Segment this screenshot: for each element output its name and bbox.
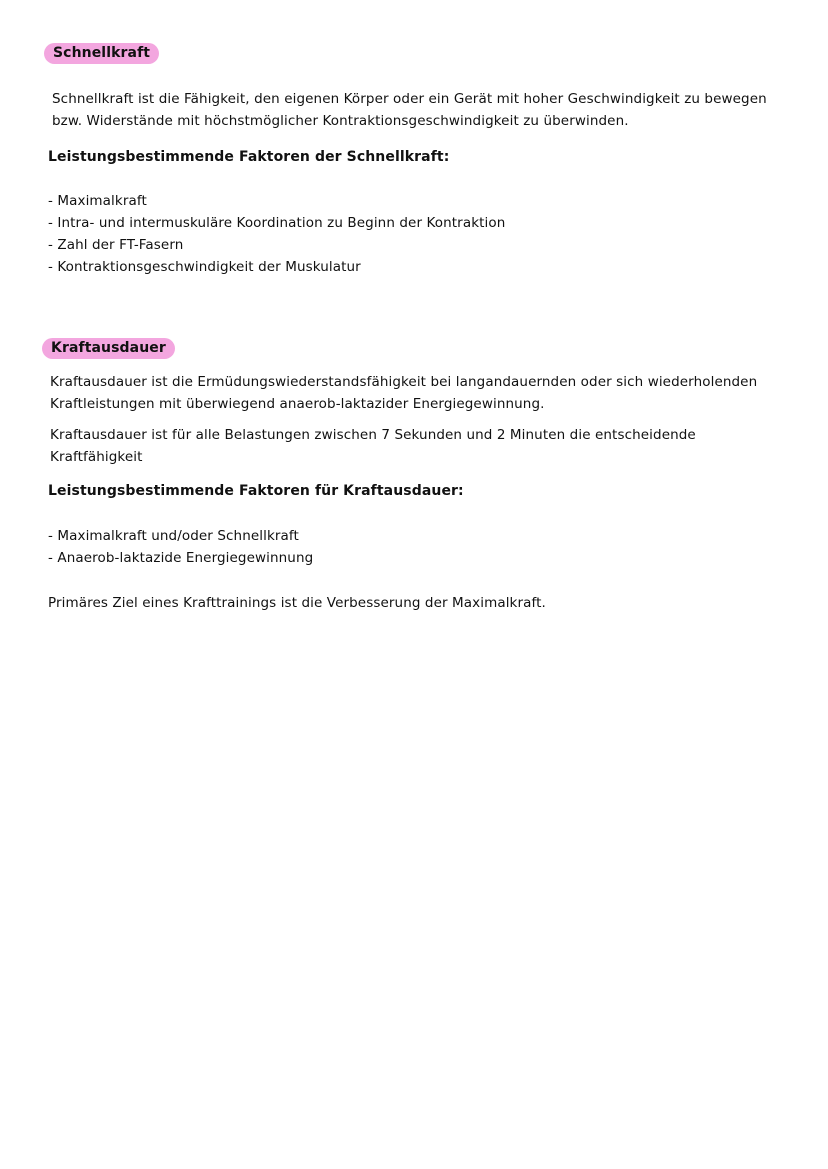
kraftausdauer-note-line-1: Kraftausdauer ist für alle Belastungen zwischen 7 Sekunden und 2 Minuten die entscheidende [50, 427, 696, 443]
schnellkraft-definition [52, 88, 767, 132]
schnellkraft-definition-line-1: Schnellkraft ist die Fähigkeit, den eigenen Körper oder ein Gerät mit hoher Geschwindigkeit zu bewegen [52, 91, 767, 107]
list-item: - Maximalkraft und/oder Schnellkraft [48, 528, 299, 544]
kraftausdauer-note [50, 424, 696, 468]
kraftausdauer-definition-line-1: Kraftausdauer ist die Ermüdungswiederstandsfähigkeit bei langandauernden oder sich wiederholenden [50, 374, 758, 390]
kraftausdauer-definition-line-2: Kraftleistungen mit überwiegend anaerob-laktazider Energiegewinnung. [50, 396, 545, 412]
list-item: - Anaerob-laktazide Energiegewinnung [48, 550, 314, 566]
kraftausdauer-factors-list [48, 525, 313, 569]
list-item: - Maximalkraft [48, 193, 147, 209]
kraftausdauer-conclusion: Primäres Ziel eines Krafttrainings ist die Verbesserung der Maximalkraft. [48, 595, 546, 611]
schnellkraft-factors-list [48, 190, 505, 278]
list-item: - Zahl der FT-Fasern [48, 237, 184, 253]
schnellkraft-definition-line-2: bzw. Widerstände mit höchstmöglicher Kontraktionsgeschwindigkeit zu überwinden. [52, 113, 629, 129]
kraftausdauer-definition [50, 371, 757, 415]
kraftausdauer-heading-wrapper [42, 337, 175, 359]
kraftausdauer-heading: Kraftausdauer [42, 338, 175, 359]
kraftausdauer-factors-title: Leistungsbestimmende Faktoren für Kraftausdauer: [48, 483, 464, 499]
schnellkraft-heading: Schnellkraft [44, 43, 159, 64]
kraftausdauer-note-line-2: Kraftfähigkeit [50, 449, 143, 465]
schnellkraft-factors-title: Leistungsbestimmende Faktoren der Schnellkraft: [48, 149, 450, 165]
list-item: - Intra- und intermuskuläre Koordination zu Beginn der Kontraktion [48, 215, 506, 231]
list-item: - Kontraktionsgeschwindigkeit der Muskulatur [48, 259, 361, 275]
schnellkraft-heading-wrapper [44, 42, 159, 64]
